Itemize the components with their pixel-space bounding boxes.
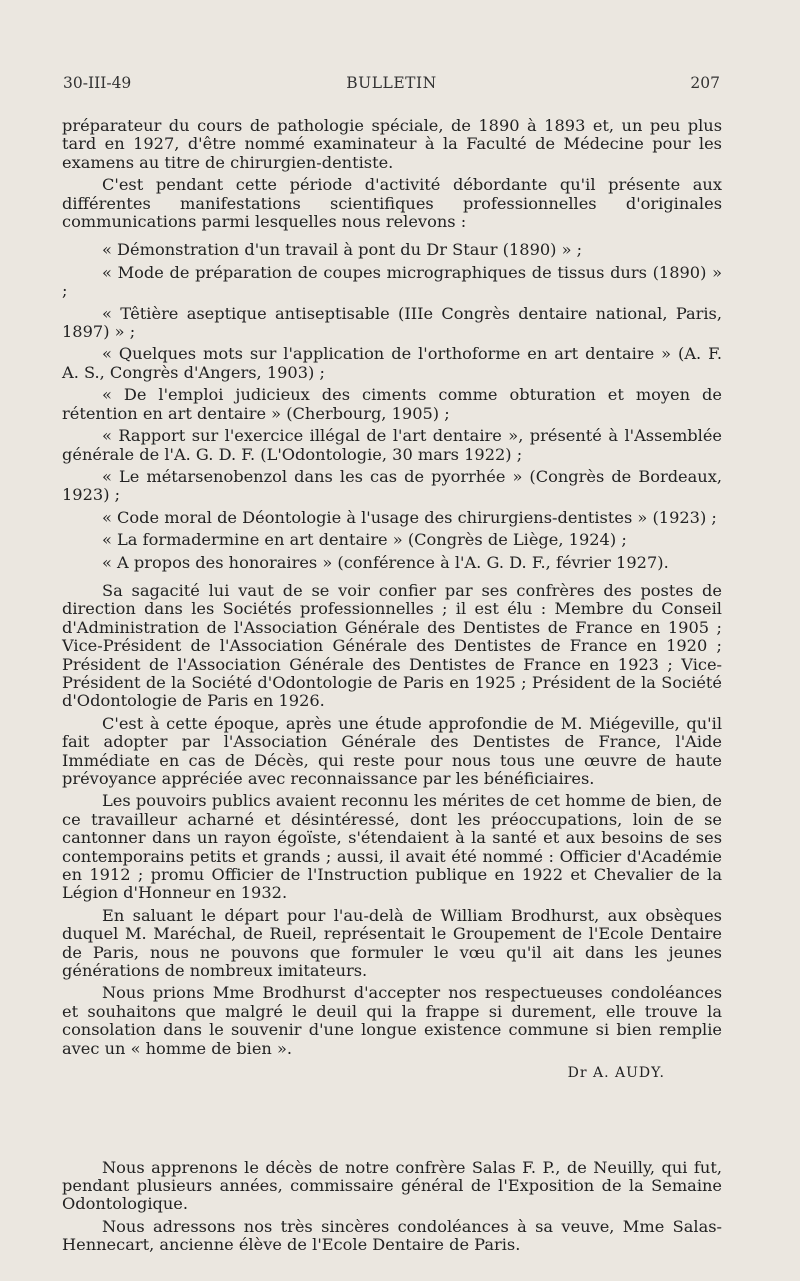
paragraph: Les pouvoirs publics avaient reconnu les mérites de cet homme de bien, de ce travailleur acharné et désintéressé, dont les préoccupations, loin de se cantonner dans un rayon égoïste, s'étendaient à la santé et aux besoins de ses contemporains petits et grands ; aussi, il avait été nommé : Officier d'Académie en 1912 ; promu Officier de l'Instruction publique en 1922 et Chevalier de la Légion d'Honneur en 1932. xyxy=(62,791,722,903)
notice-paragraph: Nous adressons nos très sincères condoléances à sa veuve, Mme Salas-Hennecart, ancienne élève de l'Ecole Dentaire de Paris. xyxy=(62,1216,722,1255)
list-item: « A propos des honoraires » (conférence à l'A. G. D. F., février 1927). xyxy=(102,552,669,572)
paragraph: C'est à cette époque, après une étude approfondie de M. Miégeville, qu'il fait adopter par l'Association Générale des Dentistes de France, l'Aide Immédiate en cas de Décès, qui reste pour nous tous une œuvre de haute prévoyance appréciée avec reconnaissance par les bénéficiaires. xyxy=(62,713,722,788)
paragraph: C'est pendant cette période d'activité débordante qu'il présente aux différentes manifestations scientifiques professionnelles d'originales communications parmi lesquelles nous relevons : xyxy=(62,175,722,232)
header-title: BULLETIN xyxy=(346,74,437,92)
list-item: « Quelques mots sur l'application de l'orthoforme en art dentaire » (A. F. A. S., Congrès d'Angers, 1903) ; xyxy=(62,344,722,382)
section-spacer xyxy=(62,1083,722,1159)
header-date: 30-III-49 xyxy=(63,74,132,92)
list-item: « Le métarsenobenzol dans les cas de pyorrhée » (Congrès de Bordeaux, 1923) ; xyxy=(62,466,722,505)
signature: Dr A. AUDY. xyxy=(567,1065,665,1082)
running-header xyxy=(63,74,720,96)
article-body xyxy=(62,117,722,1259)
list-item: « Têtière aseptique antiseptisable (IIIe Congrès dentaire national, Paris, 1897) » ; xyxy=(62,303,722,342)
list-item: « Mode de préparation de coupes micrographiques de tissus durs (1890) » ; xyxy=(62,262,722,301)
paragraph: Nous prions Mme Brodhurst d'accepter nos respectueuses condoléances et souhaitons que malgré le deuil qui la frappe si durement, elle trouve la consolation dans le souvenir d'une longue existence commune si bien remplie avec un « homme de bien ». xyxy=(62,983,722,1058)
notice-paragraph: Nous apprenons le décès de notre confrère Salas F. P., de Neuilly, qui fut, pendant plusieurs années, commissaire général de l'Exposition de la Semaine Odontologique. xyxy=(62,1157,722,1214)
paragraph: préparateur du cours de pathologie spéciale, de 1890 à 1893 et, un peu plus tard en 1927, d'être nommé examinateur à la Faculté de Médecine pour les examens au titre de chirurgien-dentiste. xyxy=(62,116,722,172)
list-item: « De l'emploi judicieux des ciments comme obturation et moyen de rétention en art dentaire » (Cherbourg, 1905) ; xyxy=(62,385,722,423)
list-item: « Code moral de Déontologie à l'usage des chirurgiens-dentistes » (1923) ; xyxy=(102,507,717,527)
list-item: « La formadermine en art dentaire » (Congrès de Liège, 1924) ; xyxy=(102,530,627,550)
paragraph: En saluant le départ pour l'au-delà de William Brodhurst, aux obsèques duquel M. Maréchal, de Rueil, représentait le Groupement de l'Ecole Dentaire de Paris, nous ne pouvons que formuler le vœu qu'il ait dans les jeunes générations de nombreux imitateurs. xyxy=(62,905,722,981)
paragraph: Sa sagacité lui vaut de se voir confier par ses confrères des postes de direction dans les Sociétés professionnelles ; il est élu : Membre du Conseil d'Administration de l'Association Générale des Dentistes de France en 1905 ; Vice-Président de l'Association Générale des Dentistes de France en 1920 ; Président de l'Association Générale des Dentistes de France en 1923 ; Vice-Président de la Société d'Odontologie de Paris en 1925 ; Président de la Société d'Odontologie de Paris en 1926. xyxy=(62,580,722,711)
list-item: « Rapport sur l'exercice illégal de l'art dentaire », présenté à l'Assemblée générale de l'A. G. D. F. (L'Odontologie, 30 mars 1922) ; xyxy=(62,426,722,464)
page-number: 207 xyxy=(690,74,720,92)
list-item: « Démonstration d'un travail à pont du Dr Staur (1890) » ; xyxy=(102,240,583,260)
